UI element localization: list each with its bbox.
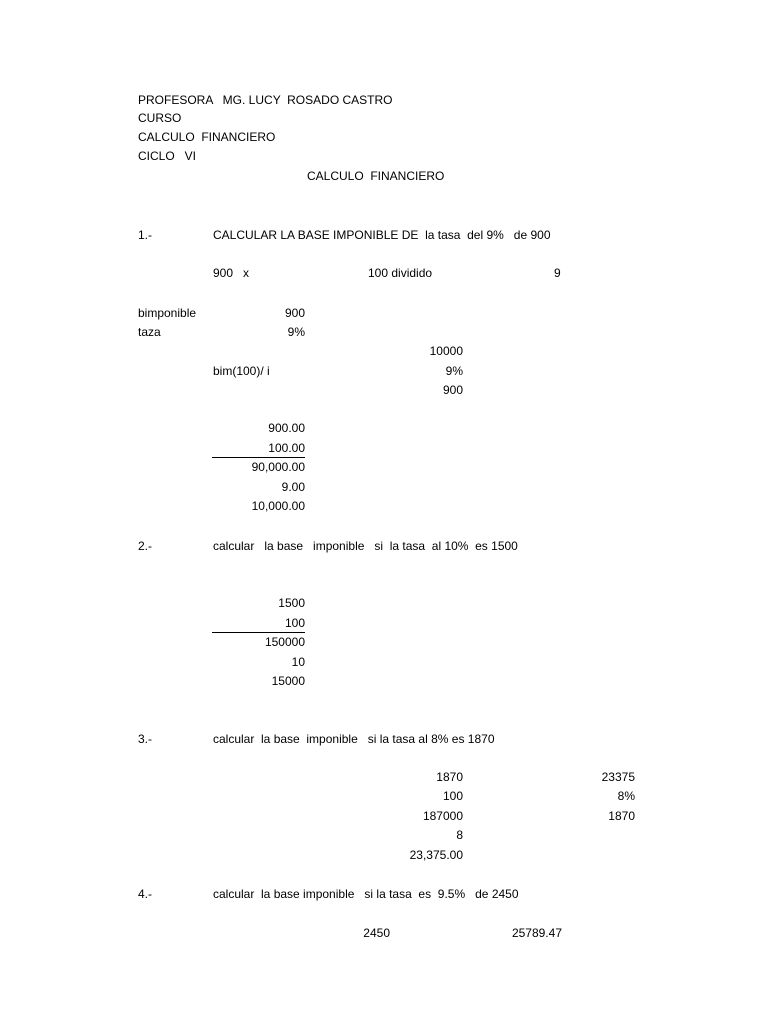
bimponible-label: bimponible	[138, 306, 197, 320]
course-name: CALCULO FINANCIERO	[138, 130, 276, 144]
problem-2-sum-line	[212, 632, 305, 633]
problem-1-stack-1: 100.00	[268, 441, 305, 455]
problem-4-statement: calcular la base imponible si la tasa es 9.5% de 2450	[213, 887, 519, 901]
problem-2-number: 2.-	[138, 539, 153, 553]
problem-3-calc-left-0: 1870	[436, 770, 463, 784]
problem-3-calc-right-0: 23375	[601, 770, 635, 784]
problem-3-calc-left-4: 23,375.00	[409, 848, 463, 862]
bimponible-value: 900	[284, 306, 305, 320]
problem-1-number: 1.-	[138, 228, 153, 242]
formula-label: bim(100)/ i	[213, 364, 270, 378]
problem-3-calc-left-1: 100	[442, 789, 463, 803]
problem-2-stack-3: 10	[291, 655, 305, 669]
problem-3-number: 3.-	[138, 732, 153, 746]
problem-1-sum-line	[212, 457, 305, 458]
course-label: CURSO	[138, 111, 182, 125]
problem-1-line-c: 9	[554, 266, 561, 280]
problem-4-number: 4.-	[138, 887, 153, 901]
problem-2-stack-1: 100	[284, 616, 305, 630]
problem-2-stack-0: 1500	[278, 596, 305, 610]
problem-3-calc-left-3: 8	[456, 828, 463, 842]
problem-4-value-b: 25789.47	[511, 926, 562, 940]
problem-3-calc-right-1: 8%	[617, 789, 635, 803]
problem-2-statement: calcular la base imponible si la tasa al 10% es 1500	[213, 539, 518, 553]
taza-label: taza	[138, 325, 161, 339]
problem-1-line-a: 900 x	[213, 266, 250, 280]
problem-1-stack-2: 90,000.00	[251, 460, 305, 474]
problem-1-calc-right-1: 9%	[445, 364, 463, 378]
taza-value: 9%	[287, 325, 305, 339]
professor-line: PROFESORA MG. LUCY ROSADO CASTRO	[138, 93, 393, 107]
problem-1-line-b: 100 dividido	[368, 266, 433, 280]
problem-2-stack-2: 150000	[264, 635, 305, 649]
problem-3-calc-right-2: 1870	[608, 809, 635, 823]
page-title: CALCULO FINANCIERO	[307, 169, 445, 183]
problem-1-stack-3: 9.00	[281, 480, 305, 494]
problem-2-stack-4: 15000	[271, 674, 305, 688]
problem-1-calc-right-2: 900	[442, 383, 463, 397]
problem-1-stack-4: 10,000.00	[251, 499, 305, 513]
problem-3-statement: calcular la base imponible si la tasa al 8% es 1870	[213, 732, 495, 746]
problem-1-calc-right-0: 10000	[429, 344, 463, 358]
problem-3-calc-left-2: 187000	[422, 809, 463, 823]
problem-1-stack-0: 900.00	[268, 421, 305, 435]
problem-1-statement: CALCULAR LA BASE IMPONIBLE DE la tasa del 9% de 900	[213, 228, 551, 242]
cycle-label: CICLO VI	[138, 149, 197, 163]
problem-4-value-a: 2450	[363, 926, 390, 940]
